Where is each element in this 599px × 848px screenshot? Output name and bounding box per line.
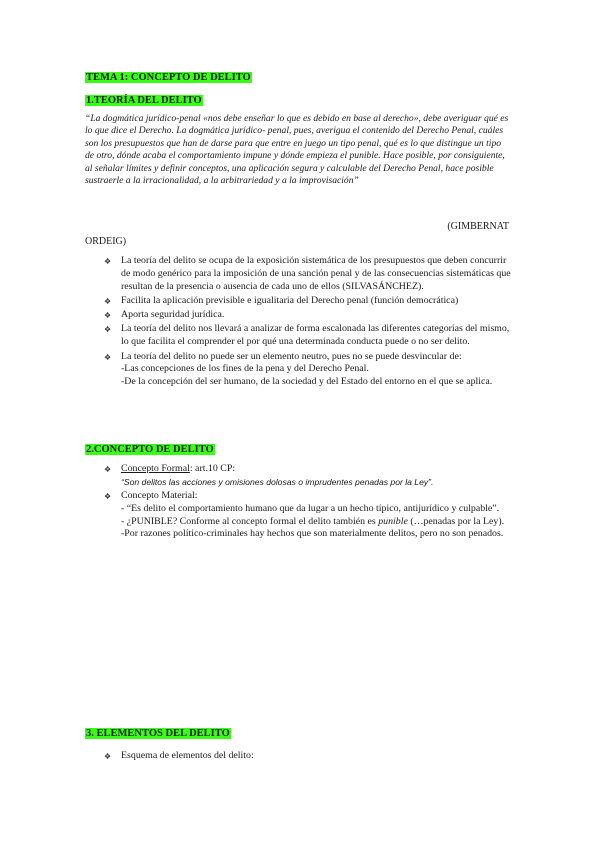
section-2-bullet-list	[104, 463, 512, 543]
list-item: ❖ Aporta seguridad jurídica.	[104, 309, 225, 321]
quote-attribution-line2: ORDEIG)	[85, 236, 127, 247]
list-item: ❖ Concepto Formal: art.10 CP: “Son delitos las acciones y omisiones dolosas o imprudentes penadas por la Ley”.	[104, 463, 512, 489]
list-item: ❖ Esquema de elementos del delito:	[104, 750, 254, 761]
sub-line: - ¿PUNIBLE? Conforme al concepto formal el delito también es punible (…penadas por la Ley).	[121, 515, 505, 527]
diamond-bullet-icon: ❖	[104, 257, 112, 266]
quote-attribution-line1: (GIMBERNAT	[447, 221, 509, 232]
section-2-heading: 2.CONCEPTO DE DELITO	[86, 444, 214, 455]
sub-line: -Las concepciones de los fines de la pena y del Derecho Penal.	[121, 363, 369, 375]
diamond-bullet-icon: ❖	[104, 752, 112, 761]
list-item: ❖ Facilita la aplicación previsible e igualitaria del Derecho penal (función democrática)	[104, 294, 459, 306]
material-concept-label: Concepto Material:	[121, 490, 198, 502]
formal-concept-quote: “Son delitos las acciones y omisiones dolosas o imprudentes penadas por la Ley”.	[121, 476, 434, 487]
section-1-bullet-list	[104, 255, 512, 390]
list-item: ❖ La teoría del delito nos llevará a analizar de forma escalonada las diferentes categorías del mismo, lo que facilita el comprender el por qué una determinada conducta puede o no ser delito.	[104, 323, 510, 348]
formal-concept-label: Concepto Formal	[121, 463, 190, 474]
diamond-bullet-icon: ❖	[104, 296, 112, 306]
diamond-bullet-icon: ❖	[104, 325, 112, 335]
list-item: ❖ La teoría del delito se ocupa de la exposición sistemática de los presupuestos que deben concurrir de modo genérico para la imposición de una sanción penal y de las consecuencias sistemáticas que resultan de la presencia o ausencia de cada uno de ellos (SILVASÁNCHEZ).	[104, 255, 511, 292]
sub-line: -De la concepción del ser humano, de la sociedad y del Estado del entorno en el que se aplica.	[121, 376, 493, 388]
document-title: TEMA 1: CONCEPTO DE DELITO	[86, 72, 251, 83]
list-item: ❖ La teoría del delito no puede ser un elemento neutro, pues no se puede desvincular de: -Las concepciones de los fines de la pena y del Derecho Penal. -De la concepción del ser humano, de la sociedad y del Estado del entorno en el que se aplica.	[104, 351, 512, 389]
sub-line: -Por razones político-criminales hay hechos que son materialmente delitos, pero no son penados.	[121, 528, 504, 540]
gimbernat-quote: “La dogmática jurídico-penal «nos debe enseñar lo que es debido en base al derecho», debe averiguar qué es lo que dice el Derecho. La dogmática jurídico- penal, pues, averigua el contenido del Derecho Penal, cuáles son los presupuestos que han de darse para que entre en juego un tipo penal, qué es lo que distingue un tipo de otro, dónde acaba el comportamiento impune y dónde empieza el punible. Hace posible, por consiguiente, al señalar límites y definir conceptos, una aplicación segura y calculable del Derecho Penal, hace posible sustraerle a la irracionalidad, a la arbitrariedad y a la improvisación”	[85, 113, 509, 187]
sub-line: - “Es delito el comportamiento humano que da lugar a un hecho típico, antijurídico y culpable”.	[121, 502, 500, 514]
section-3-heading: 3. ELEMENTOS DEL DELITO	[86, 728, 230, 739]
diamond-bullet-icon: ❖	[104, 352, 112, 362]
section-3-bullet-list	[104, 750, 512, 764]
diamond-bullet-icon: ❖	[104, 311, 112, 321]
diamond-bullet-icon: ❖	[104, 465, 112, 474]
diamond-bullet-icon: ❖	[104, 492, 112, 502]
list-item	[104, 490, 512, 541]
section-1-heading: 1.TEORÍA DEL DELITO	[86, 95, 202, 106]
